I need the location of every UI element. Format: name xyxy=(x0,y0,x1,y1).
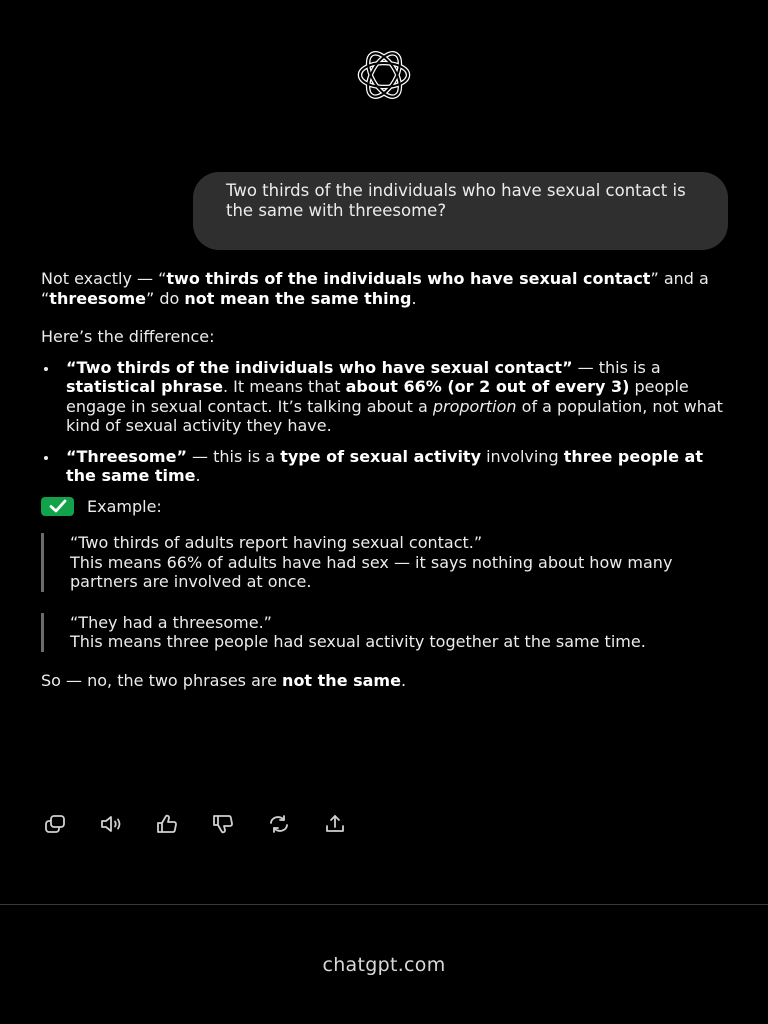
copy-icon[interactable] xyxy=(41,813,68,835)
bullet1-text-1: — this is a xyxy=(572,357,661,377)
intro-text-1: Not exactly — “ xyxy=(41,269,167,288)
bullet2-text-1: — this is a xyxy=(186,446,281,466)
list-item xyxy=(41,358,731,436)
read-aloud-icon[interactable] xyxy=(97,813,124,835)
bullet1-bold-3: about 66% (or 2 out of every 3) xyxy=(345,377,630,396)
bullet1-bold-1: “Two thirds of the individuals who have sexual contact” xyxy=(66,357,573,377)
bullet2-bold-2: type of sexual activity xyxy=(280,446,482,466)
intro-bold-1: two thirds of the individuals who have sexual contact xyxy=(166,269,651,288)
example-row xyxy=(41,497,731,517)
check-mark-icon xyxy=(41,497,74,516)
difference-list xyxy=(41,358,731,486)
intro-bold-3: not mean the same thing xyxy=(184,288,412,308)
answer-intro xyxy=(41,269,731,308)
user-message-text: Two thirds of the individuals who have sexual contact is the same with threesome? xyxy=(226,181,686,220)
intro-bold-2: threesome xyxy=(49,288,146,308)
user-message-bubble xyxy=(193,172,728,250)
intro-text-3: ” do xyxy=(145,288,185,308)
bullet2-bold-1: “Threesome” xyxy=(66,446,187,466)
list-item xyxy=(41,447,731,486)
quote2-line1: “They had a threesome.” xyxy=(70,612,272,632)
message-actions xyxy=(41,813,377,835)
quote1-line1: “Two thirds of adults report having sexual contact.” xyxy=(70,533,483,552)
thumbs-up-icon[interactable] xyxy=(153,813,180,835)
example-quote-2 xyxy=(41,613,731,652)
bullet2-bold-3: three people at the same time xyxy=(66,446,703,485)
answer-conclusion xyxy=(41,671,731,691)
thumbs-down-icon[interactable] xyxy=(209,813,236,835)
bullet1-italic: proportion xyxy=(432,396,517,416)
example-label: Example: xyxy=(87,496,162,516)
quote1-line2: This means 66% of adults have had sex — it says nothing about how many partners are involved at once. xyxy=(70,552,673,591)
bullet1-bold-2: statistical phrase xyxy=(66,377,223,396)
footer-divider xyxy=(0,904,768,905)
bullet1-text-2: . It means that xyxy=(223,377,346,396)
conclusion-bold: not the same xyxy=(282,670,401,690)
bullet1-text-4: of a population, not what kind of sexual activity they have. xyxy=(66,396,723,435)
quote2-line2: This means three people had sexual activity together at the same time. xyxy=(70,632,646,651)
regenerate-icon[interactable] xyxy=(265,813,292,835)
conclusion-text-1: So — no, the two phrases are xyxy=(41,670,283,690)
footer-url: chatgpt.com xyxy=(322,954,446,976)
share-icon[interactable] xyxy=(321,813,348,835)
bullet2-text-2: involving xyxy=(481,446,564,466)
intro-text-4: . xyxy=(411,288,417,308)
intro-text-2: ” and a “ xyxy=(41,269,709,308)
example-quote-1 xyxy=(41,533,731,592)
difference-heading: Here’s the difference: xyxy=(41,327,215,346)
bullet1-text-3: people engage in sexual contact. It’s talking about a xyxy=(66,377,689,416)
conclusion-text-2: . xyxy=(400,670,407,690)
bullet2-text-3: . xyxy=(195,466,201,485)
assistant-answer xyxy=(41,269,731,690)
openai-logo xyxy=(329,46,439,104)
